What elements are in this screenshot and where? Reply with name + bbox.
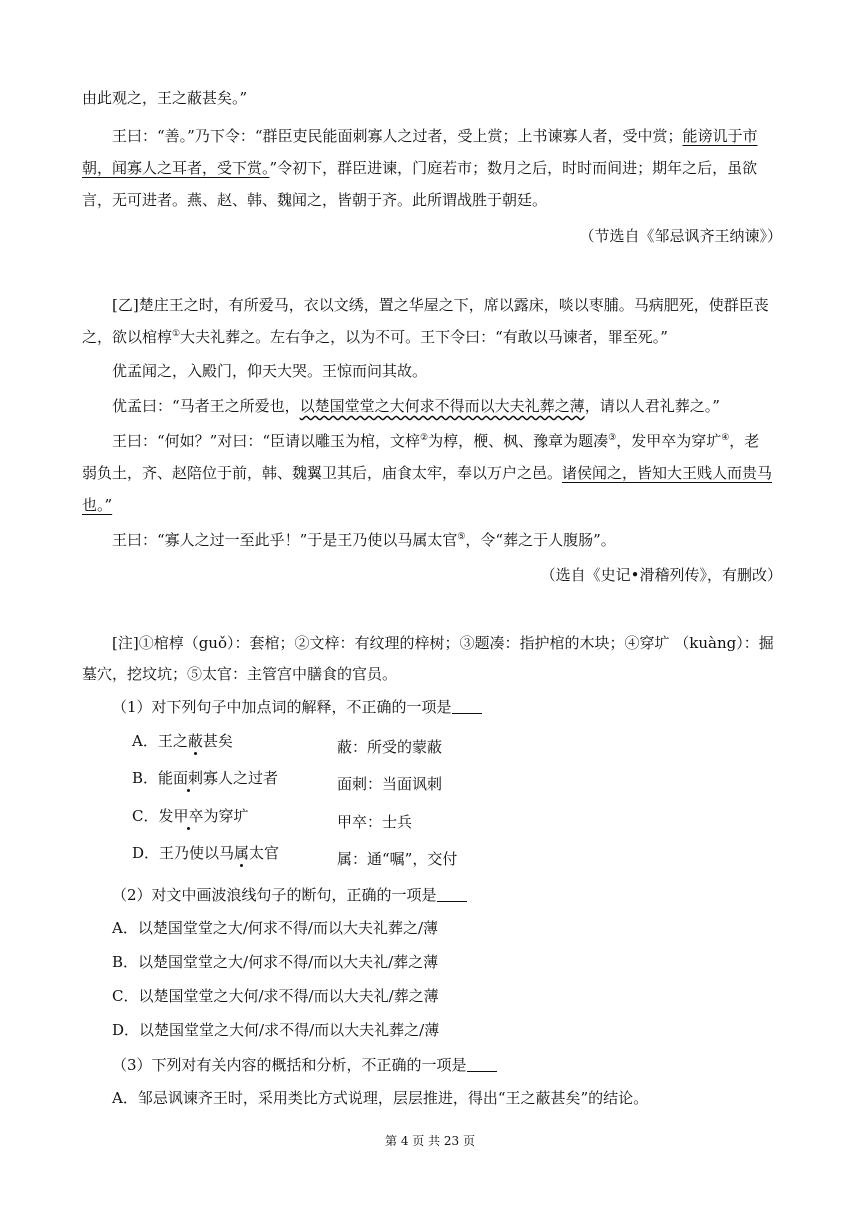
footnote-mark: ①	[172, 329, 181, 339]
passage-b-text: ，请以人君礼葬之。”	[584, 397, 720, 415]
passage-b-line-6	[82, 463, 772, 483]
q1-option-c	[132, 806, 249, 826]
option-text: C．发	[132, 807, 174, 825]
passage-a-line-3	[82, 158, 757, 178]
passage-b-text: ，老	[729, 432, 760, 450]
q2-option-d: D．以楚国堂堂之大何/求不得/而以大夫礼葬之/薄	[112, 1021, 440, 1039]
option-text: B．能	[132, 769, 174, 787]
notes-line-2: 墓穴，挖坟坑；⑤太官：主管宫中膳食的官员。	[82, 665, 398, 683]
passage-b-line-2	[82, 327, 668, 347]
passage-b-text: 之，欲以棺椁	[82, 328, 173, 346]
question-1-stem	[112, 697, 482, 717]
passage-b-line-5	[112, 431, 759, 451]
question-stem: （2）对文中画波浪线句子的断句，正确的一项是	[112, 886, 437, 904]
footnote-mark: ⑤	[457, 532, 466, 542]
footnote-mark: ②	[420, 433, 429, 443]
underlined-sentence: 也。”	[82, 496, 113, 514]
footnote-mark: ③	[608, 433, 617, 443]
option-text: A．王之	[132, 732, 188, 750]
q2-option-b: B．以楚国堂堂之大/何求不得/而以大夫礼/葬之薄	[112, 953, 439, 971]
answer-blank[interactable]	[467, 1056, 497, 1072]
answer-blank[interactable]	[452, 698, 482, 714]
passage-b-source: （选自《史记•滑稽列传》，有删改）	[540, 566, 782, 584]
question-2-stem	[112, 885, 467, 905]
option-text: 寡人之过者	[203, 769, 279, 787]
dotted-word: 属	[234, 844, 250, 862]
q1-option-b	[132, 768, 278, 788]
q3-option-a: A．邹忌讽谏齐王时，采用类比方式说理，层层推进，得出“王之蔽甚矣”的结论。	[112, 1089, 649, 1107]
answer-blank[interactable]	[437, 886, 467, 902]
underlined-sentence: 朝，闻寡人之耳者，受下赏。	[82, 159, 270, 177]
q1-option-d-explanation: 属：通“嘱”，交付	[337, 850, 458, 868]
passage-b-line-1: [乙]楚庄王之时，有所爱马，衣以文绣，置之华屋之下，席以露床，啖以枣脯。马病肥死，使群臣丧	[112, 296, 769, 314]
passage-b-text: ，令“葬之于人腹肠”。	[465, 531, 616, 549]
option-text: 太官	[249, 844, 280, 862]
q1-option-b-explanation: 面刺：当面讽刺	[337, 775, 443, 793]
question-3-stem	[112, 1055, 497, 1075]
passage-a-text: ”令初下，群臣进谏，门庭若市；数月之后，时时而间进；期年之后，虽欲	[269, 159, 758, 177]
underlined-sentence: 诸侯闻之，皆知大王贱人而贵马	[562, 464, 773, 482]
wavy-underlined-sentence: 以楚国堂堂之大何求不得而以大夫礼葬之薄	[299, 397, 585, 415]
q1-option-a-explanation: 蔽：所受的蒙蔽	[337, 738, 443, 756]
passage-a-line-4: 言，无可进者。燕、赵、韩、魏闻之，皆朝于齐。此所谓战胜于朝廷。	[82, 191, 548, 209]
dotted-word: 甲卒	[173, 807, 204, 825]
footnote-mark: ④	[721, 433, 730, 443]
passage-b-text: 王曰：“寡人之过一至此乎！”于是王乃使以马属太官	[112, 531, 458, 549]
passage-b-text: 大夫礼葬之。左右争之，以为不可。王下令曰：“有敢以马谏者，罪至死。”	[180, 328, 668, 346]
notes-line-1: [注]①棺椁（guǒ）：套棺；②文梓：有纹理的梓树；③题凑：指护棺的木块；④穿圹 （kuàng）：掘	[112, 634, 774, 652]
passage-b-text: ，发甲卒为穿圹	[616, 432, 722, 450]
option-text: D．王乃使以马	[132, 844, 235, 862]
option-text: 为穿圹	[203, 807, 249, 825]
passage-a-line-1: 由此观之，王之蔽甚矣。”	[82, 89, 248, 107]
passage-b-line-7	[82, 495, 112, 515]
dotted-word-text: 面刺	[173, 769, 204, 787]
option-text: 甚矣	[202, 732, 233, 750]
passage-b-line-8	[112, 530, 616, 550]
underlined-sentence: 能谤讥于市	[682, 127, 758, 145]
question-stem: （3）下列对有关内容的概括和分析，不正确的一项是	[112, 1056, 467, 1074]
q2-option-a: A．以楚国堂堂之大/何求不得/而以大夫礼葬之/薄	[112, 919, 438, 937]
dotted-word	[173, 769, 203, 787]
passage-a-text: 王曰：“善。”乃下令：“群臣吏民能面刺寡人之过者，受上赏；上书谏寡人者，受中赏；	[112, 127, 683, 145]
passage-b-text: 弱负土，齐、赵陪位于前，韩、魏翼卫其后，庙食太牢，奉以万户之邑。	[82, 464, 563, 482]
dotted-word: 蔽	[187, 732, 203, 750]
question-stem: （1）对下列句子中加点词的解释，不正确的一项是	[112, 698, 452, 716]
q2-option-c: C．以楚国堂堂之大何/求不得/而以大夫礼/葬之薄	[112, 987, 439, 1005]
q1-option-d	[132, 843, 279, 863]
passage-b-text: 优孟曰：“马者王之所爱也，	[112, 397, 300, 415]
page-footer: 第 4 页 共 23 页	[385, 1134, 475, 1148]
passage-b-text: 王曰：“何如？”对曰：“臣请以雕玉为棺，文梓	[112, 432, 421, 450]
passage-a-line-2	[112, 126, 758, 146]
q1-option-c-explanation: 甲卒：士兵	[337, 813, 413, 831]
passage-a-source: （节选自《邹忌讽齐王纳谏》）	[579, 227, 782, 245]
passage-b-line-3: 优孟闻之，入殿门，仰天大哭。王惊而问其故。	[112, 362, 428, 380]
q1-option-a	[132, 731, 233, 751]
passage-b-line-4	[112, 396, 720, 416]
passage-b-text: 为椁，楩、枫、豫章为题凑	[428, 432, 609, 450]
